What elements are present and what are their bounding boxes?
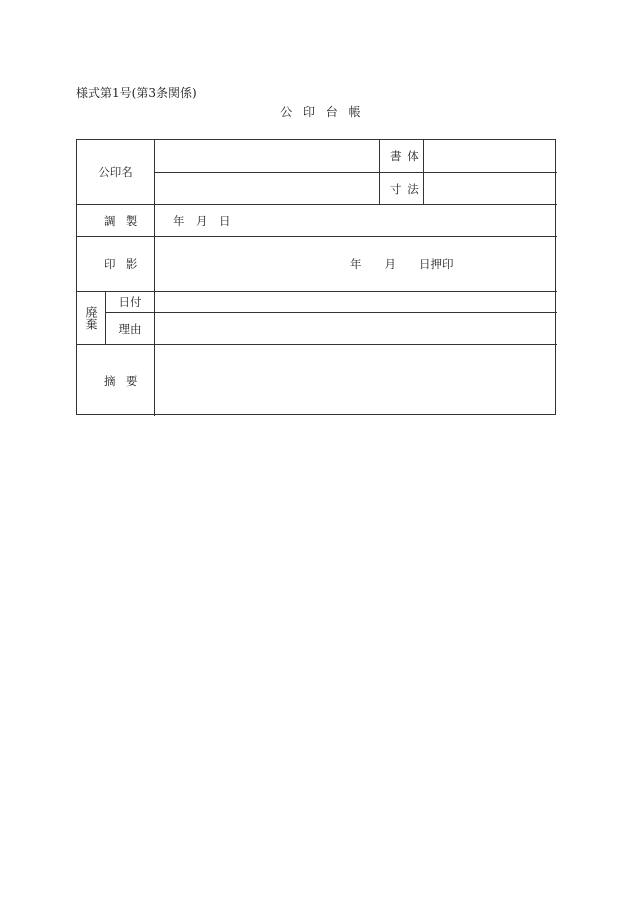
manufacture-label: 調製: [103, 213, 148, 228]
dimensions-label: 寸法: [390, 181, 425, 196]
seal-name-field-top[interactable]: [155, 140, 379, 172]
disposal-date-field[interactable]: [155, 292, 557, 312]
manufacture-date-text: 年 月 日: [173, 213, 231, 228]
disposal-label: 廃棄: [84, 306, 98, 330]
disposal-reason-field[interactable]: [155, 313, 557, 344]
manufacture-date-field[interactable]: [155, 205, 557, 236]
impression-label: 印影: [103, 257, 148, 271]
dimensions-field[interactable]: [424, 173, 557, 204]
disposal-reason-label: 理由: [118, 321, 142, 336]
form-number: 様式第1号(第3条関係): [76, 86, 197, 100]
typeface-label: 書体: [390, 149, 425, 163]
remarks-label: 摘要: [103, 373, 148, 388]
typeface-field[interactable]: [424, 140, 557, 172]
seal-name-label: 公印名: [98, 165, 133, 179]
impression-date-text: 年 月 日押印: [350, 257, 454, 271]
document-title: 公印台帳: [280, 105, 372, 119]
seal-name-field-bottom[interactable]: [155, 173, 379, 204]
remarks-field[interactable]: [155, 345, 557, 416]
seal-ledger-table: [76, 139, 556, 415]
impression-field[interactable]: [155, 237, 557, 291]
disposal-date-label: 日付: [118, 295, 142, 309]
